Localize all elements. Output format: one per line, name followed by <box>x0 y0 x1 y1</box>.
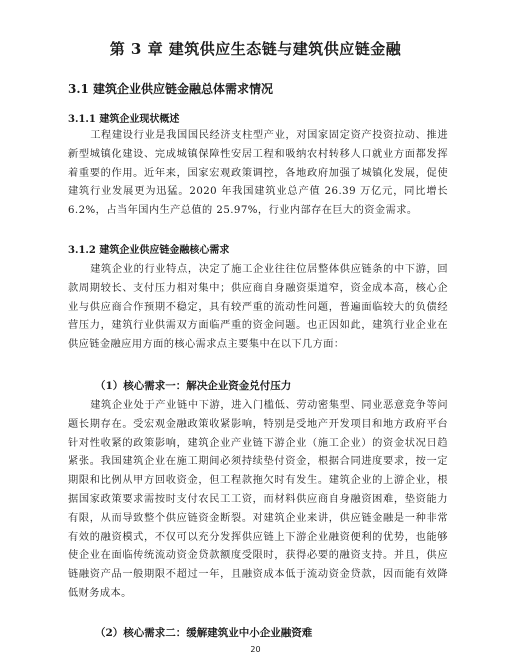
paragraph-text: 建筑企业的行业特点，决定了施工企业往往位居整体供应链条的中下游，回款周期较长、支付压力相对集中；供应商自身融资渠道窄，资金成本高，核心企业与供应商合作预期不稳定，具有较严重的流动性问题，普遍面临较大的负债经营压力，建筑行业供需双方面临严重的资金问题。也正因如此，建筑行业企业在供应链金融应用方面的核心需求点主要集中在以下几方面： <box>68 264 448 351</box>
chapter-title: 第 3 章 建筑供应生态链与建筑供应链金融 <box>109 40 402 58</box>
paragraph-industry-overview <box>68 127 448 221</box>
paragraph-text: 工程建设行业是我国国民经济支柱型产业，对国家固定资产投资拉动、推进新型城镇化建设、完成城镇保障性安居工程和吸纳农村转移人口就业方面都发挥着重要的作用。近年来，国家宏观政策调控，各地政府加强了城镇化发展，促使建筑行业发展更为迅猛。2020 年我国建筑业总产值 26.39 万亿元，同比增长 6.2%，占当年国内生产总值的 25.97%，行业内部存在巨大的资金需求。 <box>68 130 448 217</box>
section-heading-3-1-2: 3.1.2 建筑企业供应链金融核心需求 <box>68 245 230 256</box>
need-1-heading: （1）核心需求一：解决企业资金兑付压力 <box>95 380 292 392</box>
page-number: 20 <box>250 645 261 654</box>
section-heading-3-1-1: 3.1.1 建筑企业现状概述 <box>68 114 180 125</box>
paragraph-core-needs <box>68 261 448 355</box>
paragraph-text: 建筑企业处于产业链中下游，进入门槛低、劳动密集型、同业恶意竞争等问题长期存在。受宏观金融政策收紧影响，特别是受地产开发项目和地方政府平台针对性收紧的政策影响，建筑企业产业链下游企业（施工企业）的资金状况日趋紧张。我国建筑企业在施工期间必须持续垫付资金，根据合同进度要求，按一定期限和比例从甲方回收资金，但工程款拖欠时有发生。建筑企业的上游企业，根据国家政策要求需按时支付农民工工资，而材料供应商自身融资困难，垫资能力有限，从而导致整个供应链资金断裂。对建筑企业来讲，供应链金融是一种非常有效的融资模式，不仅可以充分发挥供应链上下游企业融资便利的优势，也能够使企业在面临传统流动资金贷款额度受限时，获得必要的融资支持。并且，供应链融资产品一般期限不超过一年，且融资成本低于流动资金贷款，因而能有效降低财务成本。 <box>68 400 448 599</box>
need-2-heading: （2）核心需求二：缓解建筑业中小企业融资难 <box>95 627 313 639</box>
paragraph-need-1 <box>68 397 448 604</box>
section-heading-3-1: 3.1 建筑企业供应链金融总体需求情况 <box>68 82 274 96</box>
